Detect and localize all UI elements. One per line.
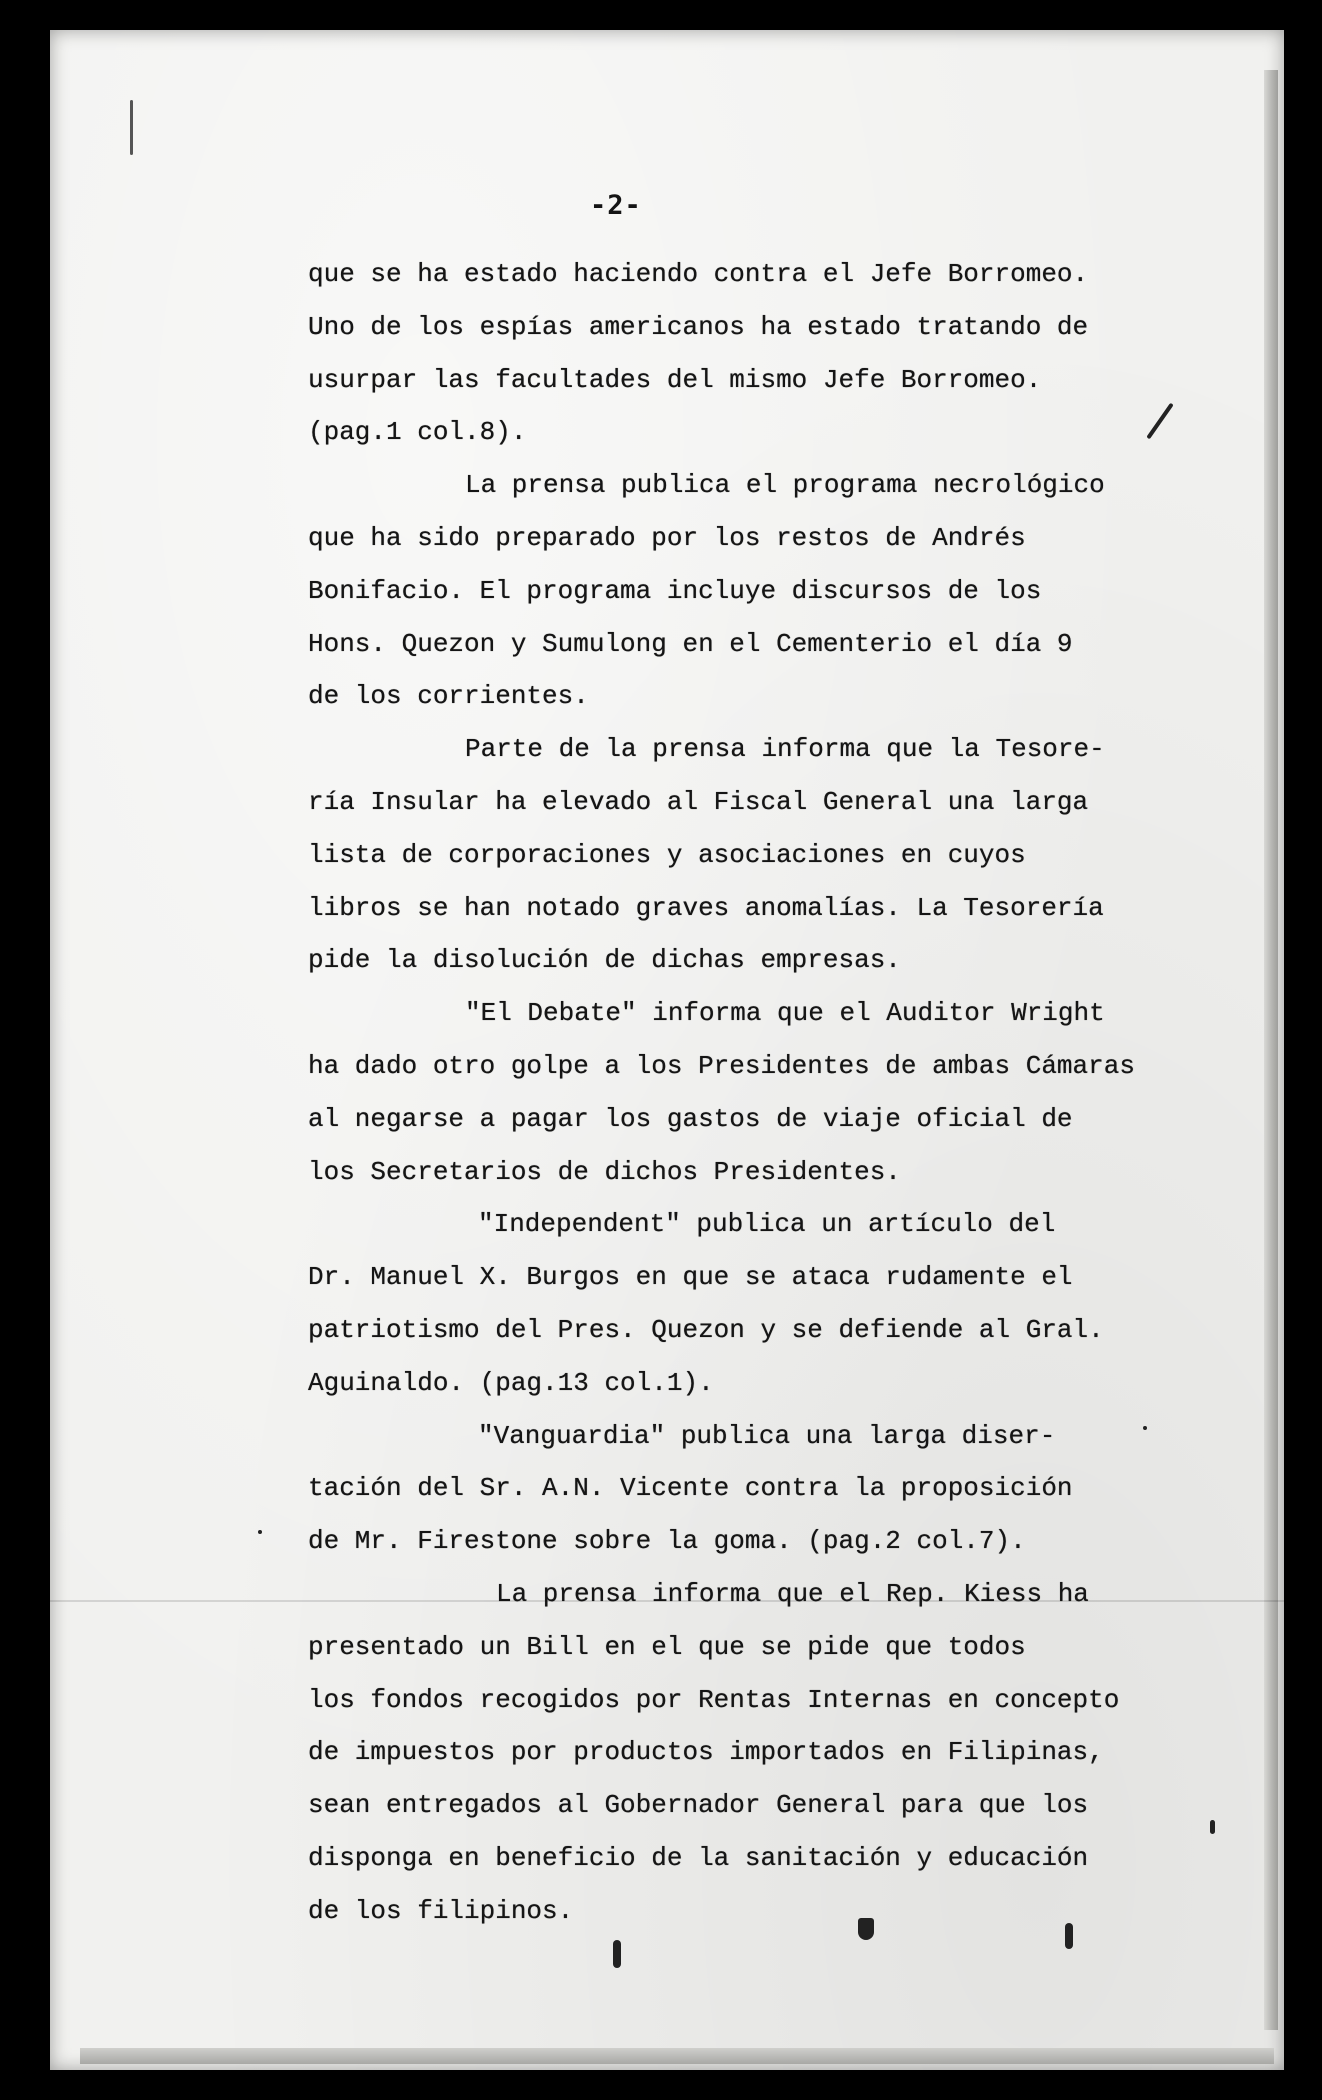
ink-mark [258,1530,262,1534]
text-line: ha dado otro golpe a los Presidentes de ambas Cámaras [308,1050,1135,1081]
typed-text-body [308,248,1208,1938]
text-line: ría Insular ha elevado al Fiscal General una larga [308,786,1089,817]
text-line: Parte de la prensa informa que la Tesore- [465,734,1105,765]
text-line: libros se han notado graves anomalías. La Tesorería [308,892,1104,923]
text-line: (pag.1 col.8). [308,417,527,448]
ink-mark [1065,1923,1073,1949]
text-line: al negarse a pagar los gastos de viaje oficial de [308,1103,1073,1134]
text-line: "El Debate" informa que el Auditor Wright [465,998,1105,1029]
text-line: disponga en beneficio de la sanitación y educación [308,1842,1089,1873]
text-line: pide la disolución de dichas empresas. [308,945,901,976]
text-line: lista de corporaciones y asociaciones en cuyos [308,839,1026,870]
text-line: La prensa publica el programa necrológico [465,470,1105,501]
text-line: Bonifacio. El programa incluye discursos de los [308,575,1042,606]
text-line: de los corrientes. [308,681,589,712]
text-line: los Secretarios de dichos Presidentes. [308,1156,901,1187]
text-line: que se ha estado haciendo contra el Jefe Borromeo. [308,259,1089,289]
document-page [50,30,1284,2070]
text-line: los fondos recogidos por Rentas Internas en concepto [308,1684,1120,1715]
text-line: Aguinaldo. (pag.13 col.1). [308,1367,714,1398]
text-line: de Mr. Firestone sobre la goma. (pag.2 col.7). [308,1526,1026,1557]
text-line: Uno de los espías americanos ha estado tratando de [308,311,1089,342]
text-line: patriotismo del Pres. Quezon y se defiende al Gral. [308,1314,1104,1345]
text-line: tación del Sr. A.N. Vicente contra la proposición [308,1473,1073,1504]
page-number: -2- [590,190,642,221]
ink-mark [858,1918,874,1940]
text-line: presentado un Bill en el que se pide que todos [308,1631,1026,1662]
ink-mark [1143,1426,1147,1430]
text-line: Dr. Manuel X. Burgos en que se ataca rudamente el [308,1262,1073,1293]
text-line: sean entregados al Gobernador General para que los [308,1790,1089,1821]
ink-mark [613,1940,621,1968]
text-line: de impuestos por productos importados en Filipinas, [308,1737,1104,1768]
text-line: usurpar las facultades del mismo Jefe Borromeo. [308,364,1042,395]
text-line: "Vanguardia" publica una larga diser- [478,1420,1056,1451]
page-edge-bottom [80,2048,1274,2064]
ink-mark [130,100,133,155]
text-line: La prensa informa que el Rep. Kiess ha [496,1578,1089,1609]
page-edge-right [1264,70,1278,2030]
text-line: Hons. Quezon y Sumulong en el Cementerio el día 9 [308,628,1073,659]
text-line: de los filipinos. [308,1895,574,1926]
text-line: "Independent" publica un artículo del [478,1209,1056,1240]
ink-mark [1210,1820,1215,1834]
text-line: que ha sido preparado por los restos de Andrés [308,522,1026,553]
